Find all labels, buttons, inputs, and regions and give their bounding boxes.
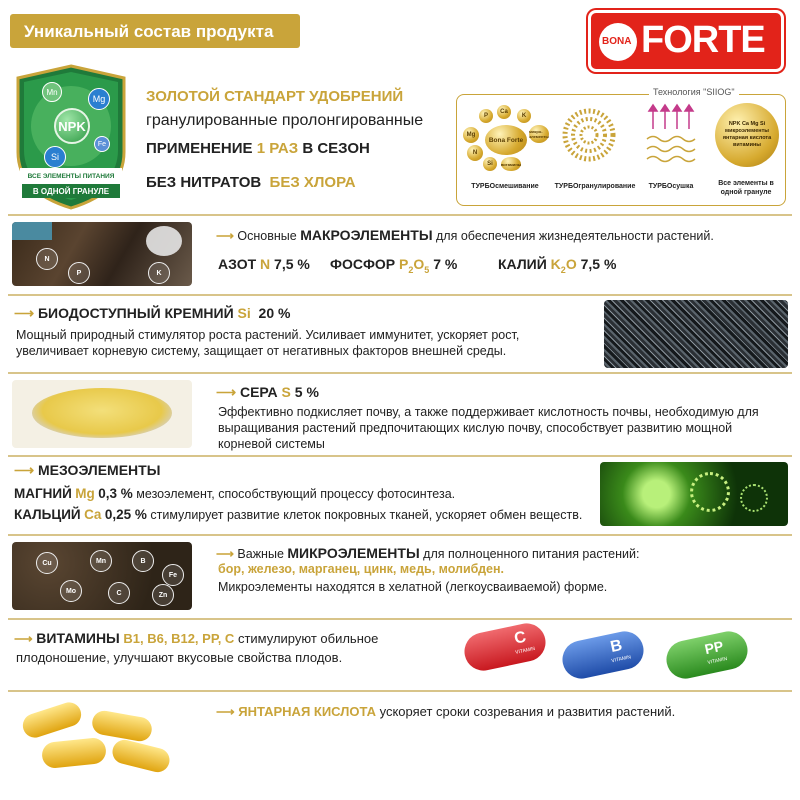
micro-chip-cu-text: Cu [42,559,52,567]
silicon-text-1: Мощный природный стимулятор роста растений. Усиливает иммунитет, ускоряет рост, [16,328,520,342]
micro-chip-fe [162,564,184,586]
tech-bubble-p [479,109,493,123]
sulfur-title-text: СЕРА [239,384,278,400]
badge-element-mg [88,88,110,110]
sulfur-val: 5 % [294,384,319,400]
badge-element-si-text: Si [50,152,59,162]
tech-bubble-ca [497,105,511,119]
sulfur-photo [12,380,192,448]
tech-bubble-vit-text: витамины [500,161,522,167]
vitamins-text-1: стимулируют обильное [237,631,379,646]
vitamin-b-sub: VITAMIN [610,654,632,665]
micro-chip-mn-text: Mn [95,557,107,565]
sulfur-text [218,404,788,452]
micro-chip-fe-text: Fe [168,571,178,579]
header-banner [10,14,300,48]
macro-phosphorus [330,256,457,275]
macro-chip-p [68,262,90,284]
divider-4 [8,455,792,457]
macro-p-o: O [413,256,425,272]
silicon-arrow-icon: ⟶ [14,305,38,321]
tech-drying-icon [643,103,699,169]
silicon-val: 20 % [258,305,291,321]
acid-arrow-icon: ⟶ [216,704,239,719]
meso-mg-val: 0,3 % [98,486,133,501]
macro-chip-k [148,262,170,284]
badge-caption-2: В ОДНОЙ ГРАНУЛЕ [32,187,110,196]
micro-intro-c: для полноценного питания растений: [423,547,640,561]
sulfur-title [216,384,319,401]
sulfur-text-1: Эффективно подкисляет почву, а также поддерживает кислотность почвы, необходимую для [218,405,759,419]
meso-magnesium [14,486,455,501]
macro-intro [216,227,714,243]
tech-caption-3: ТУРБОсушка [648,183,694,190]
brand-logo-circle [599,23,637,61]
sulfur-sym: S [281,384,291,400]
tech-bubble-ca-text: Ca [500,109,508,115]
meso-arrow-icon: ⟶ [14,462,38,478]
badge-caption-1: ВСЕ ЭЛЕМЕНТЫ ПИТАНИЯ [27,173,115,180]
macro-chip-k-text: K [156,269,162,277]
tech-bubble-mg [463,127,479,143]
tech-bubble-micro [529,125,549,143]
meso-mg-sym: Mg [75,486,95,501]
macro-chip-n [36,248,58,270]
vitamin-pp-capsule [663,628,751,682]
macro-p-formula [399,256,430,275]
tech-caption-1: ТУРБОсмешивание [471,183,539,190]
meso-photo-cell [690,472,730,512]
tech-caption-4: Все элементы в одной грануле [718,180,774,196]
tech-box [456,87,786,206]
tech-bubble-n-text: N [472,150,478,156]
micro-chip-zn [152,584,174,606]
tech-bubble-si-text: Si [487,161,493,167]
meso-photo [600,462,788,526]
macro-potassium [498,256,616,275]
tech-bubble-k [517,109,531,123]
micro-intro [216,545,639,561]
macro-arrow-icon: ⟶ [216,229,238,243]
divider-1 [8,214,792,216]
intro-line3c: В СЕЗОН [302,140,370,157]
micro-chip-cu [36,552,58,574]
meso-mg-text: мезоэлемент, способствующий процессу фотосинтеза. [136,487,456,501]
silicon-title-text: БИОДОСТУПНЫЙ КРЕМНИЙ [37,305,234,321]
macro-p-sub2: 5 [424,264,430,275]
tech-label: Технология "SIIOG" [649,87,739,97]
vitamins-title: ВИТАМИНЫ [36,630,120,646]
vitamins-text-2: плодоношение, улучшают вкусовые свойства плодов. [16,650,343,665]
meso-ca-val: 0,25 % [104,507,147,522]
silicon-photo [604,300,788,368]
badge-element-fe-text: Fe [97,140,107,148]
vitamin-c-capsule [461,620,549,674]
macro-n-label: АЗОТ [218,256,257,272]
macro-photo [12,222,192,286]
acid-text: ускоряет сроки созревания и развития растений. [379,704,676,719]
macro-k-label: КАЛИЙ [498,256,547,272]
acid-photo [12,700,182,780]
divider-5 [8,534,792,536]
meso-photo-cell-2 [740,484,768,512]
tech-bubble-k-text: K [521,113,527,119]
micro-chip-b [132,550,154,572]
brand-small: BONA [602,36,632,47]
macro-photo-tool [12,222,52,240]
micro-chip-mn [90,550,112,572]
meso-ca-sym: Ca [84,507,102,522]
macro-intro-c: для обеспечения жизнедеятельности растений. [436,229,714,243]
tech-mix-cluster [461,103,551,175]
micro-chip-c [108,582,130,604]
micro-chip-zn-text: Zn [158,591,168,599]
tech-center-text: Bona Forte [488,136,524,144]
intro-line3 [146,140,456,170]
micro-note: Микроэлементы находятся в хелатной (легкоусваиваемой) форме. [218,580,608,594]
macro-chip-p-text: P [76,269,82,277]
tech-caption-2: ТУРБОгранулирование [554,183,636,190]
vitamin-pp-letter: PP [703,637,725,658]
vitamin-b-letter: B [608,637,624,657]
silicon-title [14,305,290,322]
vitamin-c-sub: VITAMIN [514,645,536,656]
intro-line4 [146,174,456,191]
macro-chip-n-text: N [44,255,50,263]
macro-photo-granules [146,226,182,256]
macro-p-sym: P [399,256,409,272]
micro-photo [12,542,192,610]
micro-chip-mo-text: Mo [65,587,77,595]
tech-bubble-mg-text: Mg [466,132,476,138]
tech-bubble-n [467,145,483,161]
acid-capsule-4 [110,737,172,774]
npk-label: NPK [58,118,86,134]
tech-granule-circle [715,103,779,167]
silicon-text [16,327,596,359]
acid-capsule-2 [90,709,153,743]
macro-intro-a: Основные [237,229,297,243]
macro-p-sub1: 2 [408,264,414,275]
macro-n-sym: N [260,256,271,272]
macro-intro-b: МАКРОЭЛЕМЕНТЫ [300,227,433,243]
macro-k-formula [550,256,577,275]
macro-p-label: ФОСФОР [330,256,396,272]
vitamins-arrow-icon: ⟶ [14,631,33,646]
vitamin-c-letter: C [512,628,528,648]
micro-chip-b-text: B [140,557,146,565]
meso-title-text: МЕЗОЭЛЕМЕНТЫ [37,462,161,478]
sulfur-arrow-icon: ⟶ [216,384,240,400]
sulfur-text-3: корневой системы [218,437,325,451]
header-banner-text: Уникальный состав продукта [24,22,274,41]
acid-title: ЯНТАРНАЯ КИСЛОТА [238,704,376,719]
badge-element-mg-text: Mg [92,94,106,104]
divider-7 [8,690,792,692]
intro-line4a: БЕЗ НИТРАТОВ [146,174,262,191]
divider-3 [8,372,792,374]
micro-chip-mo [60,580,82,602]
sulfur-text-2: выращивания растений предпочитающих кислую почву, способствует развитию мощной [218,421,733,435]
meso-mg-label: МАГНИЙ [14,486,72,501]
macro-p-val: 7 % [433,256,458,272]
divider-2 [8,294,792,296]
micro-intro-a: Важные [237,547,284,561]
meso-title [14,462,160,479]
brand-logo [588,10,784,72]
vitamins-line1 [14,630,378,647]
intro-line4b: БЕЗ ХЛОРА [269,174,356,191]
vitamin-b-capsule [559,628,647,682]
macro-k-val: 7,5 % [580,256,617,272]
meso-ca-text: стимулирует развитие клеток покровных тканей, ускоряет обмен веществ. [150,508,583,522]
sulfur-powder-dish [32,388,172,438]
badge-element-mn [42,82,62,102]
tech-center-bubble [485,125,527,155]
macro-k-sub: 2 [560,264,566,275]
silicon-text-2: увеличивает корневую систему, защищает от негативных факторов внешней среды. [16,344,507,358]
micro-list: бор, железо, марганец, цинк, медь, молибден. [218,562,504,576]
badge-element-si [44,146,66,168]
acid-capsule-1 [20,700,84,741]
divider-6 [8,618,792,620]
brand-big: FORTE [641,19,765,61]
intro-line2: гранулированные пролонгированные [146,112,424,129]
npk-circle [54,108,90,144]
meso-ca-label: КАЛЬЦИЙ [14,507,81,522]
tech-circle-text: NPK Ca Mg Si микроэлементы янтарная кислота витамины [722,121,772,148]
macro-n-val: 7,5 % [274,256,310,272]
tech-bubble-si [483,157,497,171]
meso-calcium [14,507,582,522]
tech-spiral-icon [561,105,617,165]
micro-arrow-icon: ⟶ [216,547,238,561]
macro-nitrogen [218,256,310,272]
vitamin-pp-sub: VITAMIN [707,655,728,666]
vitamins-list: В1, В6, В12, РР, С [123,631,235,646]
intro-line3a: ПРИМЕНЕНИЕ [146,140,253,157]
acid-line [216,704,675,720]
macro-k-sym: K [550,256,561,272]
intro-line1: ЗОЛОТОЙ СТАНДАРТ УДОБРЕНИЙ [146,88,404,105]
intro-block [146,88,456,191]
micro-chip-c-text: C [116,589,122,597]
tech-bubble-micro-text: микро-элементы [529,129,549,139]
micro-intro-b: МИКРОЭЛЕМЕНТЫ [287,545,420,561]
intro-line3b: 1 РАЗ [256,140,299,157]
tech-bubble-vit [501,157,521,171]
tech-bubble-p-text: P [483,113,488,119]
macro-k-o: O [565,256,577,272]
npk-badge [12,62,130,212]
badge-element-fe [94,136,110,152]
badge-element-mn-text: Mn [46,87,58,97]
acid-capsule-3 [41,737,107,770]
silicon-sym: Si [237,305,251,321]
